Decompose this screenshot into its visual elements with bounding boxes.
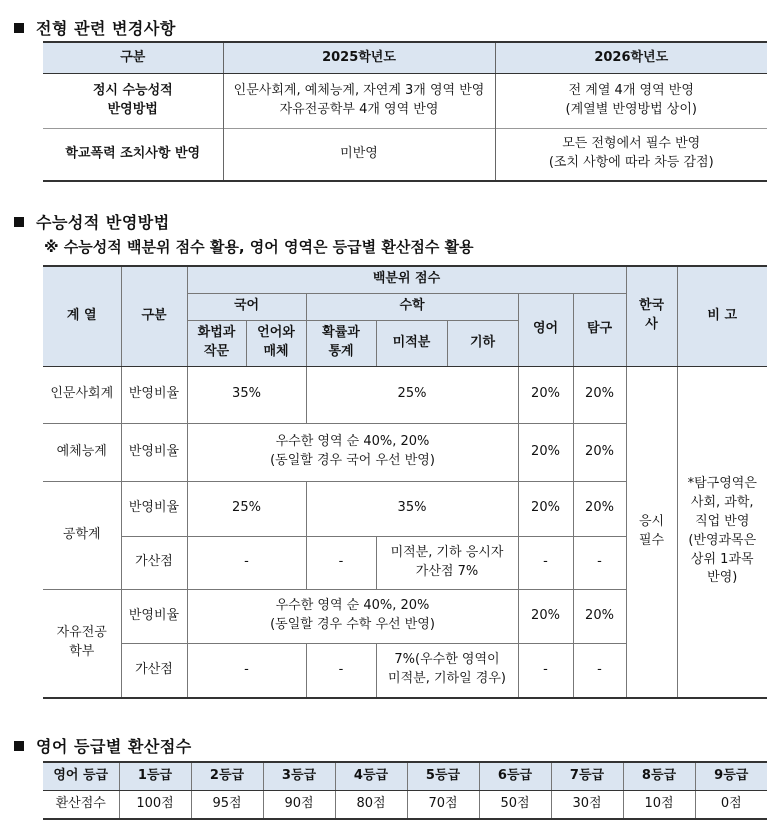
type-cell: 가산점 (121, 643, 187, 698)
changes-table (43, 41, 767, 182)
line: 모든 전형에서 필수 반영 (562, 136, 701, 152)
inquiry-value: 20% (573, 366, 626, 423)
line: 인문사회계, 예체능계, 자연계 3개 영역 반영 (233, 83, 485, 99)
row-label: 학교폭력 조치사항 반영 (43, 129, 223, 181)
header-2025: 2025학년도 (223, 42, 495, 74)
line: 통계 (328, 344, 354, 359)
bonus-korean: - (187, 643, 306, 698)
cell-2025 (223, 74, 495, 129)
field-arts: 예체능계 (43, 423, 121, 481)
grade-header-cell: 9등급 (695, 762, 767, 791)
english-value: 20% (518, 481, 573, 536)
header-korean-b (246, 320, 306, 366)
header-category: 구분 (43, 42, 223, 74)
line: 반영) (707, 570, 738, 586)
line: 한국 (638, 298, 665, 314)
english-value: 20% (518, 366, 573, 423)
line: 가산점 7% (415, 563, 479, 579)
section-title-csat (14, 210, 170, 233)
grade-score-cell: 10점 (623, 791, 695, 820)
bonus-math-bc (376, 536, 518, 589)
section-title-english (14, 734, 192, 757)
header-math-b: 미적분 (376, 320, 447, 366)
math-value: 35% (306, 481, 518, 536)
line: 상위 1과목 (690, 551, 754, 567)
line: 확률과 (322, 325, 360, 341)
square-bullet-icon (14, 217, 24, 227)
line: 화법과 (197, 325, 236, 341)
row-label (43, 74, 223, 129)
grade-score-cell: 90점 (263, 791, 335, 820)
csat-table (43, 265, 767, 699)
line: *탐구영역은 (687, 476, 757, 492)
line: (조치 사항에 따라 차등 감점) (548, 155, 714, 171)
bonus-english: - (518, 536, 573, 589)
line: 학부 (69, 644, 95, 660)
table-row (43, 366, 767, 423)
header-english: 영어 (518, 293, 573, 366)
line: 우수한 영역 순 40%, 20% (275, 598, 430, 614)
grade-header-cell: 5등급 (407, 762, 479, 791)
grade-header-cell: 6등급 (479, 762, 551, 791)
line: 7%(우수한 영역이 (394, 652, 500, 668)
bonus-inquiry: - (573, 536, 626, 589)
remarks-value (677, 366, 767, 698)
header-korean: 국어 (187, 293, 306, 320)
math-value: 25% (306, 366, 518, 423)
line: 매체 (263, 344, 289, 359)
inquiry-value: 20% (573, 589, 626, 643)
header-history (626, 266, 677, 366)
type-cell: 반영비율 (121, 481, 187, 536)
line: (계열별 반영방법 상이) (565, 102, 697, 117)
section-title-changes (14, 16, 176, 39)
grade-score-cell: 0점 (695, 791, 767, 820)
converted-score-label: 환산점수 (55, 796, 106, 812)
cell-2026 (495, 129, 767, 181)
header-remarks: 비 고 (677, 266, 767, 366)
line: 응시 (638, 513, 665, 529)
grade-header-cell: 2등급 (191, 762, 263, 791)
grade-score-cell: 30점 (551, 791, 623, 820)
bonus-math-bc (376, 643, 518, 698)
field-humanities: 인문사회계 (43, 366, 121, 423)
grade-header-cell: 1등급 (119, 762, 191, 791)
header-inquiry: 탐구 (573, 293, 626, 366)
history-value (626, 366, 677, 698)
field-liberal (43, 589, 121, 698)
english-grade-table (43, 761, 767, 820)
korean-math-value (187, 423, 518, 481)
changes-header-row (43, 42, 767, 74)
grade-header-cell: 3등급 (263, 762, 335, 791)
line: 언어와 (257, 325, 295, 341)
grade-value-row (43, 791, 767, 820)
line: 사회, 과학, (690, 495, 754, 511)
line: (동일할 경우 수학 우선 반영) (270, 617, 435, 632)
section1-title-text: 전형 관련 변경사항 (36, 19, 176, 38)
bonus-english: - (518, 643, 573, 698)
line: 사 (645, 317, 658, 333)
header-2026: 2026학년도 (495, 42, 767, 74)
header-row-1 (43, 266, 767, 293)
line: 자유전공 (56, 625, 107, 641)
header-math-a (306, 320, 376, 366)
line: 전 계열 4개 영역 반영 (568, 83, 694, 99)
bonus-inquiry: - (573, 643, 626, 698)
type-cell: 반영비율 (121, 589, 187, 643)
line: 반영방법 (107, 102, 158, 117)
english-value: 20% (518, 423, 573, 481)
header-field: 계 열 (43, 266, 121, 366)
bonus-korean: - (187, 536, 306, 589)
header-category: 구분 (121, 266, 187, 366)
square-bullet-icon (14, 741, 24, 751)
grade-header-cell: 7등급 (551, 762, 623, 791)
line: 작문 (203, 344, 230, 359)
type-cell: 반영비율 (121, 423, 187, 481)
grade-score-cell: 50점 (479, 791, 551, 820)
header-korean-a (187, 320, 246, 366)
csat-note: ※ 수능성적 백분위 점수 활용, 영어 영역은 등급별 환산점수 활용 (44, 238, 474, 256)
header-math-c: 기하 (447, 320, 518, 366)
table-row (43, 74, 767, 129)
grade-header-cell: 8등급 (623, 762, 695, 791)
table-row (43, 129, 767, 181)
grade-header-row (43, 762, 767, 791)
header-percentile: 백분위 점수 (187, 266, 626, 293)
grade-header-cell: 4등급 (335, 762, 407, 791)
korean-math-value (187, 589, 518, 643)
grade-score-cell: 70점 (407, 791, 479, 820)
line: (반영과목은 (688, 532, 757, 548)
inquiry-value: 20% (573, 423, 626, 481)
type-cell: 반영비율 (121, 366, 187, 423)
cell-2026 (495, 74, 767, 129)
header-math: 수학 (306, 293, 518, 320)
bonus-math-a: - (306, 643, 376, 698)
grade-score-cell: 95점 (191, 791, 263, 820)
line: (동일할 경우 국어 우선 반영) (270, 453, 435, 468)
inquiry-value: 20% (573, 481, 626, 536)
section2-title-text: 수능성적 반영방법 (36, 213, 170, 232)
line: 자유전공학부 4개 영역 반영 (279, 102, 439, 117)
header-english-grade: 영어 등급 (43, 762, 119, 791)
line: 미적분, 기하일 경우) (388, 671, 506, 687)
korean-value: 35% (187, 366, 306, 423)
line: 미적분, 기하 응시자 (390, 544, 504, 560)
line: 필수 (638, 532, 665, 548)
grade-score-cell: 100점 (119, 791, 191, 820)
field-engineering: 공학계 (43, 481, 121, 589)
cell-2025: 미반영 (223, 129, 495, 181)
line: 직업 반영 (695, 513, 750, 529)
type-cell: 가산점 (121, 536, 187, 589)
section3-title-text: 영어 등급별 환산점수 (36, 737, 192, 756)
english-value: 20% (518, 589, 573, 643)
grade-score-cell: 80점 (335, 791, 407, 820)
bonus-math-a: - (306, 536, 376, 589)
square-bullet-icon (14, 23, 24, 33)
line: 우수한 영역 순 40%, 20% (275, 434, 430, 450)
line: 정시 수능성적 (92, 83, 173, 99)
korean-value: 25% (187, 481, 306, 536)
